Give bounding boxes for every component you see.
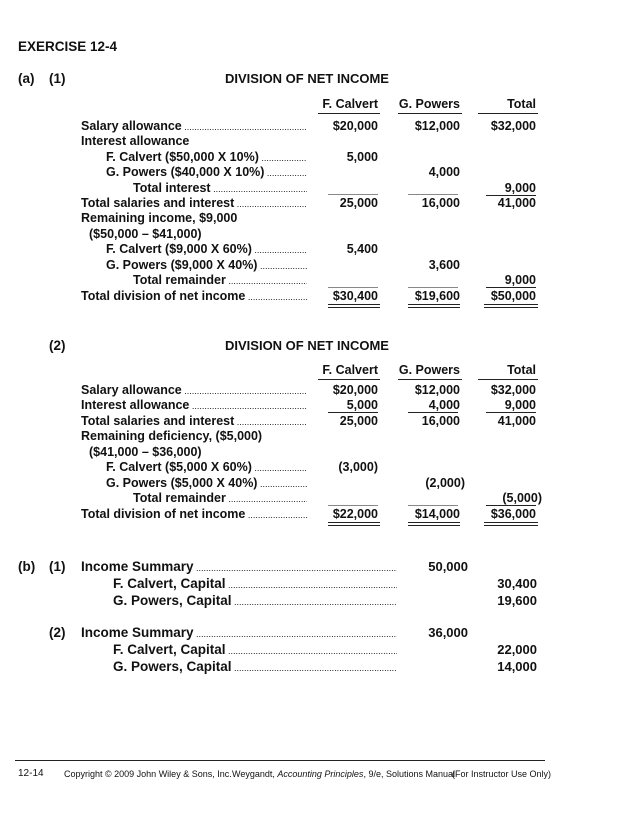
b2-credit-account: G. Powers, Capital ..... [113, 658, 397, 675]
a1-cell-powers: $19,600 [414, 289, 460, 303]
b2-credit-amount: 14,000 [497, 659, 537, 674]
a2-cell-powers: 16,000 [421, 414, 460, 428]
a1-col-header-powers: G. Powers [398, 97, 460, 111]
a1-total-double-rule [484, 304, 538, 308]
a1-row-label: Total interest ..... [133, 181, 307, 196]
a1-cell-total: $32,000 [490, 119, 536, 133]
a2-cell-calvert: (3,000) [338, 460, 378, 474]
a1-row-label: G. Powers ($40,000 X 10%) ..... [106, 165, 307, 180]
a1-row-label: Salary allowance ..... [81, 119, 307, 134]
a2-total-double-rule [408, 522, 460, 526]
a1-cell-calvert: $30,400 [332, 289, 378, 303]
a2-cell-powers: 4,000 [428, 398, 460, 412]
a1-cell-total: 9,000 [504, 273, 536, 287]
footer-book-title: Accounting Principles [277, 769, 364, 779]
a2-row-label: ($41,000 – $36,000) [89, 445, 202, 459]
b1-label: (1) [49, 559, 66, 574]
a2-cell-powers: $14,000 [414, 507, 460, 521]
a2-subtotal-rule [486, 412, 536, 413]
a1-cell-calvert: 25,000 [339, 196, 378, 210]
footer-author: Weygandt, [232, 769, 275, 779]
b2-debit-amount: 36,000 [428, 625, 468, 640]
a2-row-label: F. Calvert ($5,000 X 60%) ..... [106, 460, 307, 475]
footer-note: (For Instructor Use Only) [452, 769, 552, 779]
a2-cell-total: 41,000 [497, 414, 536, 428]
a1-cell-total: 41,000 [497, 196, 536, 210]
a2-col-header-total: Total [507, 363, 536, 377]
a1-total-double-rule [328, 304, 380, 308]
a2-cell-total: $32,000 [490, 383, 536, 397]
a1-section-title: DIVISION OF NET INCOME [225, 71, 389, 86]
footer-rule [15, 760, 545, 761]
a1-cell-calvert: 5,000 [346, 150, 378, 164]
a2-cell-calvert: $20,000 [332, 383, 378, 397]
a2-subtotal-rule [486, 505, 536, 506]
a1-cell-total: 9,000 [504, 181, 536, 195]
a2-section-title: DIVISION OF NET INCOME [225, 338, 389, 353]
b2-label: (2) [49, 625, 66, 640]
a1-header-rule [318, 113, 380, 114]
exercise-title: EXERCISE 12-4 [18, 39, 118, 54]
a1-subtotal-rule [408, 287, 458, 288]
a1-col-header-calvert: F. Calvert [322, 97, 378, 111]
a2-header-rule [398, 379, 462, 380]
a2-cell-calvert: $22,000 [332, 507, 378, 521]
b1-debit-account: Income Summary ..... [81, 558, 397, 575]
part-b-label: (b) [18, 559, 36, 574]
a2-label: (2) [49, 338, 66, 353]
a1-header-rule [398, 113, 462, 114]
a1-row-label: Interest allowance [81, 134, 190, 148]
a2-cell-total: 9,000 [504, 398, 536, 412]
a1-subtotal-rule [486, 287, 536, 288]
a1-row-label: F. Calvert ($50,000 X 10%) ..... [106, 150, 307, 165]
a1-total-double-rule [408, 304, 460, 308]
b1-credit-account: G. Powers, Capital ..... [113, 592, 397, 609]
a1-cell-powers: 4,000 [428, 165, 460, 179]
footer-copyright: Copyright © 2009 John Wiley & Sons, Inc. [64, 769, 232, 779]
a2-row-label: Remaining deficiency, ($5,000) [81, 429, 263, 443]
a1-col-header-total: Total [507, 97, 536, 111]
a1-header-rule [478, 113, 538, 114]
a1-row-label: Remaining income, $9,000 [81, 211, 238, 225]
a2-total-double-rule [484, 522, 538, 526]
a2-subtotal-rule [408, 412, 458, 413]
a1-row-label: G. Powers ($9,000 X 40%) ..... [106, 258, 307, 273]
a1-row-label: F. Calvert ($9,000 X 60%) ..... [106, 242, 307, 257]
footer-edition: , 9/e, Solutions Manual [363, 769, 455, 779]
a2-row-label: Total salaries and interest ..... [81, 414, 307, 429]
a2-cell-powers: (2,000) [425, 476, 465, 490]
page-number: 12-14 [18, 768, 44, 779]
a2-subtotal-rule [408, 505, 458, 506]
a1-cell-powers: $12,000 [414, 119, 460, 133]
b2-credit-amount: 22,000 [497, 642, 537, 657]
a1-cell-powers: 3,600 [428, 258, 460, 272]
b1-debit-amount: 50,000 [428, 559, 468, 574]
a2-subtotal-rule [328, 505, 378, 506]
a1-row-label: ($50,000 – $41,000) [89, 227, 202, 241]
a1-row-label: Total remainder ..... [133, 273, 307, 288]
b2-credit-account: F. Calvert, Capital ..... [113, 641, 397, 658]
a1-row-label: Total salaries and interest ..... [81, 196, 307, 211]
a2-row-label: G. Powers ($5,000 X 40%) ..... [106, 476, 307, 491]
a2-cell-powers: $12,000 [414, 383, 460, 397]
a2-row-label: Salary allowance ..... [81, 383, 307, 398]
b2-debit-account: Income Summary ..... [81, 624, 397, 641]
a2-total-double-rule [328, 522, 380, 526]
a2-cell-calvert: 25,000 [339, 414, 378, 428]
part-a-label: (a) [18, 71, 35, 86]
b1-credit-amount: 30,400 [497, 576, 537, 591]
a2-col-header-calvert: F. Calvert [322, 363, 378, 377]
a1-subtotal-rule [408, 194, 458, 195]
a2-row-label: Total division of net income ..... [81, 507, 307, 522]
a1-cell-calvert: $20,000 [332, 119, 378, 133]
a1-subtotal-rule [328, 194, 378, 195]
a2-row-label: Total remainder ..... [133, 491, 307, 506]
a2-row-label: Interest allowance ..... [81, 398, 307, 413]
a1-subtotal-rule [328, 287, 378, 288]
a1-label: (1) [49, 71, 66, 86]
a2-cell-total: $36,000 [490, 507, 536, 521]
a1-cell-calvert: 5,400 [346, 242, 378, 256]
a2-cell-calvert: 5,000 [346, 398, 378, 412]
a1-cell-total: $50,000 [490, 289, 536, 303]
a2-cell-total: (5,000) [502, 491, 542, 505]
a2-header-rule [478, 379, 538, 380]
b1-credit-account: F. Calvert, Capital ..... [113, 575, 397, 592]
a2-header-rule [318, 379, 380, 380]
a1-row-label: Total division of net income ..... [81, 289, 307, 304]
a1-cell-powers: 16,000 [421, 196, 460, 210]
a2-col-header-powers: G. Powers [398, 363, 460, 377]
a2-subtotal-rule [328, 412, 378, 413]
footer-citation [232, 768, 455, 780]
b1-credit-amount: 19,600 [497, 593, 537, 608]
